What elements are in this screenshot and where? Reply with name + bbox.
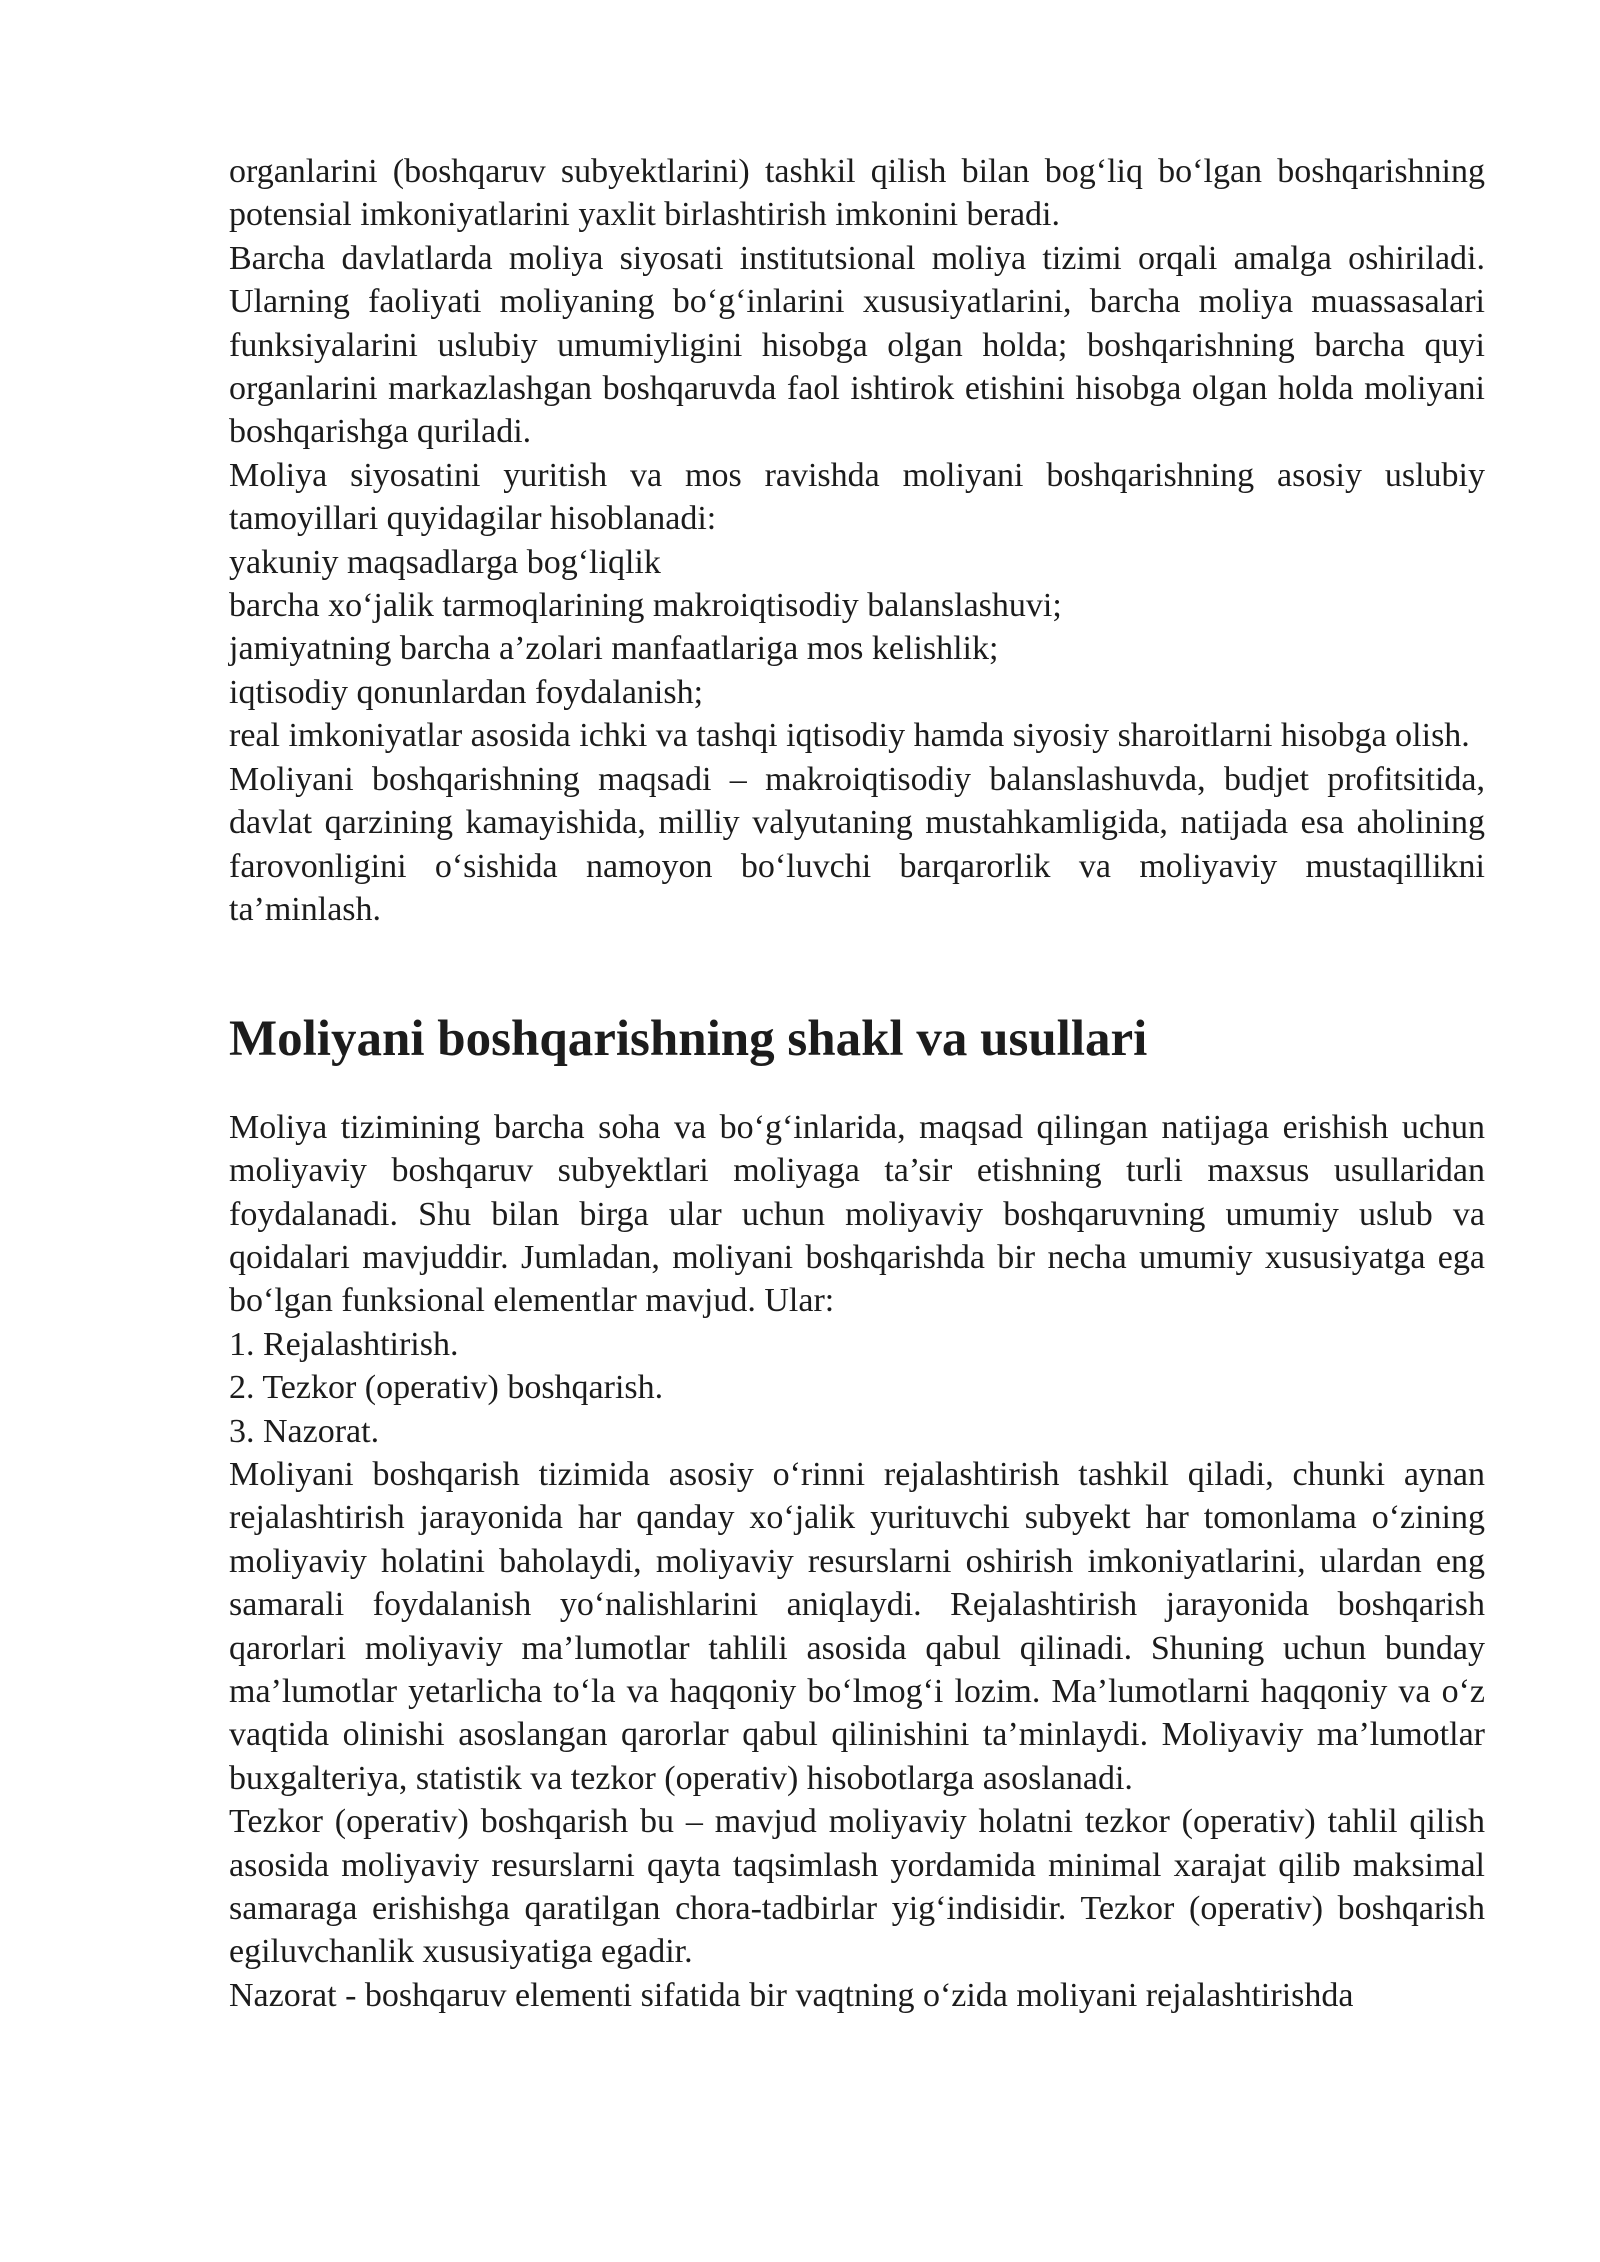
principle-item: barcha xo‘jalik tarmoqlarining makroiqtisodiy balanslashuvi; [229,587,1062,625]
section-spacer [229,931,1485,1018]
principle-item: iqtisodiy qonunlardan foydalanish; [229,673,704,711]
section-heading: Moliyani boshqarishning shakl va usullari [229,1011,1148,1068]
element-item: 3. Nazorat. [229,1412,380,1450]
document-page [229,150,1485,2017]
paragraph-goal: Moliyani boshqarishning maqsadi – makroiqtisodiy balanslashuvda, budjet profitsitida, davlat qarzining kamayishida, milliy valyutaning mustahkamligida, natijada esa aholining farovonligini o‘sishida namoyon bo‘luvchi barqarorlik va moliyaviy mustaqillikni ta’minlash. [229,760,1485,928]
paragraph-institutional-system: Barcha davlatlarda moliya siyosati institutsional moliya tizimi orqali amalga oshiriladi. Ularning faoliyati moliyaning bo‘g‘inlarini xususiyatlarini, barcha moliya muassasalari funksiyalarini uslubiy umumiyligini hisobga olgan holda; boshqarishning barcha quyi organlarini markazlashgan boshqaruvda faol ishtirok etishini hisobga olgan holda moliyani boshqarishga quriladi. [229,239,1485,451]
paragraph-principles-intro: Moliya siyosatini yuritish va mos ravishda moliyani boshqarishning asosiy uslubiy tamoyillari quyidagilar hisoblanadi: [229,456,1485,538]
principle-item: yakuniy maqsadlarga bog‘liqlik [229,543,661,581]
paragraph-operative-management: Tezkor (operativ) boshqarish bu – mavjud moliyaviy holatni tezkor (operativ) tahlil qilish asosida moliyaviy resurslarni qayta taqsimlash yordamida minimal xarajat qilib maksimal samaraga erishishga qaratilgan chora-tadbirlar yig‘indisidir. Tezkor (operativ) boshqarish egiluvchanlik xususiyatiga egadir. [229,1803,1485,1971]
element-item: 1. Rejalashtirish. [229,1325,459,1363]
section-spacer [229,1062,1485,1106]
paragraph-intro-continuation: organlarini (boshqaruv subyektlarini) tashkil qilish bilan bog‘liq bo‘lgan boshqarishning potensial imkoniyatlarini yaxlit birlashtirish imkonini beradi. [229,153,1485,234]
paragraph-planning: Moliyani boshqarish tizimida asosiy o‘rinni rejalashtirish tashkil qiladi, chunki aynan rejalashtirish jarayonida har qanday xo‘jalik yurituvchi subyekt har tomonlama o‘zining moliyaviy holatini baholaydi, moliyaviy resurslarni oshirish imkoniyatlarini, ulardan eng samarali foydalanish yo‘nalishlarini aniqlaydi. Rejalashtirish jarayonida boshqarish qarorlari moliyaviy ma’lumotlar tahlili asosida qabul qilinadi. Shuning uchun bunday ma’lumotlar yetarlicha to‘la va haqqoniy bo‘lmog‘i lozim. Ma’lumotlarni haqqoniy va o‘z vaqtida olinishi asoslangan qarorlar qabul qilinishini ta’minlaydi. Moliyaviy ma’lumotlar buxgalteriya, statistik va tezkor (operativ) hisobotlarga asoslanadi. [229,1455,1485,1797]
principle-item: jamiyatning barcha a’zolari manfaatlariga mos kelishlik; [229,630,999,668]
paragraph-control: Nazorat - boshqaruv elementi sifatida bir vaqtning o‘zida moliyani rejalashtirishda [229,1976,1354,2014]
element-item: 2. Tezkor (operativ) boshqarish. [229,1369,664,1407]
paragraph-functional-elements-intro: Moliya tizimining barcha soha va bo‘g‘inlarida, maqsad qilingan natijaga erishish uchun moliyaviy boshqaruv subyektlari moliyaga ta’sir etishning turli maxsus usullaridan foydalanadi. Shu bilan birga ular uchun moliyaviy boshqaruvning umumiy uslub va qoidalari mavjuddir. Jumladan, moliyani boshqarishda bir necha umumiy xususiyatga ega bo‘lgan funksional elementlar mavjud. Ular: [229,1108,1485,1320]
principle-item: real imkoniyatlar asosida ichki va tashqi iqtisodiy hamda siyosiy sharoitlarni hisobga olish. [229,717,1470,755]
